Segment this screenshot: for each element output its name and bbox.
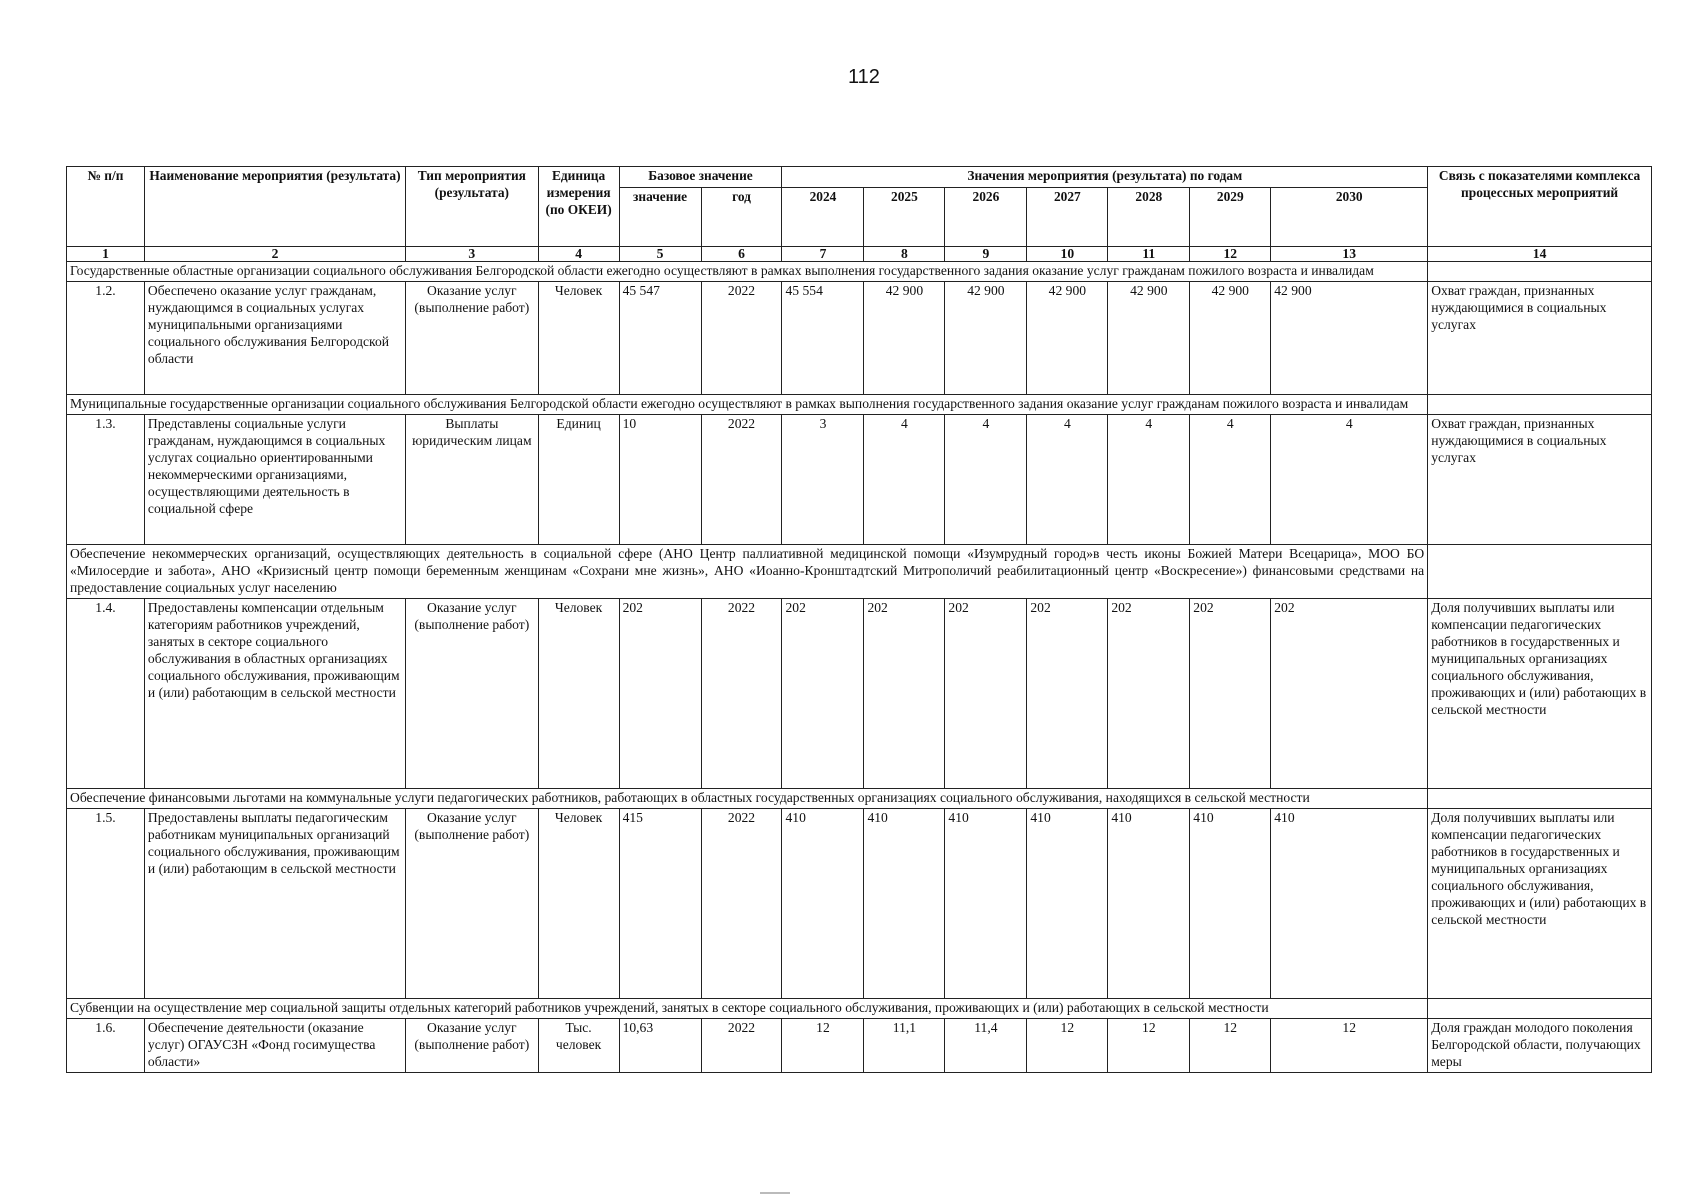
unit: Тыс. человек	[538, 1018, 619, 1072]
col-header-year: 2024	[782, 188, 864, 247]
page-continuation-mark	[760, 1192, 790, 1194]
year-value: 202	[1108, 598, 1190, 788]
col-header-unit: Единица измерения (по ОКЕИ)	[538, 167, 619, 247]
link-indicator: Охват граждан, признанных нуждающимися в социальных услугах	[1428, 414, 1652, 544]
section-empty-cell	[1428, 394, 1652, 414]
year-value: 42 900	[1271, 281, 1428, 394]
base-value: 415	[619, 808, 701, 998]
link-indicator: Доля получивших выплаты или компенсации педагогических работников в государственных и муниципальных организациях социального обслуживания, проживающих и (или) работающих в сельской местности	[1428, 598, 1652, 788]
col-header-year: 2026	[945, 188, 1027, 247]
activity-type: Оказание услуг (выполнение работ)	[406, 281, 539, 394]
year-value: 42 900	[1027, 281, 1108, 394]
base-value: 10,63	[619, 1018, 701, 1072]
unit: Человек	[538, 598, 619, 788]
section-empty-cell	[1428, 544, 1652, 598]
year-value: 3	[782, 414, 864, 544]
activity-type: Оказание услуг (выполнение работ)	[406, 808, 539, 998]
year-value: 42 900	[864, 281, 945, 394]
activity-type: Выплаты юридическим лицам	[406, 414, 539, 544]
column-number: 8	[864, 247, 945, 262]
column-number: 10	[1027, 247, 1108, 262]
year-value: 202	[864, 598, 945, 788]
table-row	[67, 598, 1652, 788]
unit: Единиц	[538, 414, 619, 544]
activity-name: Предоставлены компенсации отдельным категориям работников учреждений, занятых в секторе социального обслуживания в областных организациях социального обслуживания, проживающим и (или) работающим в сельской местности	[144, 598, 405, 788]
col-header-year: 2025	[864, 188, 945, 247]
section-empty-cell	[1428, 262, 1652, 282]
year-value: 202	[1027, 598, 1108, 788]
link-indicator: Охват граждан, признанных нуждающимися в социальных услугах	[1428, 281, 1652, 394]
year-value: 202	[1190, 598, 1271, 788]
col-header-year: 2027	[1027, 188, 1108, 247]
section-title: Обеспечение некоммерческих организаций, осуществляющих деятельность в социальной сфере (АНО Центр паллиативной медицинской помощи «Изумрудный город»в честь иконы Божией Матери Всецарица», МОО БО «Милосердие и забота», АНО «Кризисный центр помощи беременным женщинам «Сохрани мне жизнь», АНО «Иоанно-Кронштадтский Митрополичий реабилитационный центр «Воскресение») финансовыми средствами на предоставление социальных услуг населению	[67, 544, 1428, 598]
row-number: 1.2.	[67, 281, 145, 394]
activity-type: Оказание услуг (выполнение работ)	[406, 598, 539, 788]
column-number: 14	[1428, 247, 1652, 262]
row-number: 1.4.	[67, 598, 145, 788]
column-number: 12	[1190, 247, 1271, 262]
row-number: 1.5.	[67, 808, 145, 998]
year-value: 42 900	[945, 281, 1027, 394]
year-value: 202	[1271, 598, 1428, 788]
section-row	[67, 262, 1652, 282]
activity-name: Обеспечение деятельности (оказание услуг) ОГАУСЗН «Фонд госимущества области»	[144, 1018, 405, 1072]
activity-name: Представлены социальные услуги гражданам, нуждающимся в социальных услугах социально ориентированными некоммерческими организациями, осуществляющими деятельность в социальной сфере	[144, 414, 405, 544]
base-year: 2022	[701, 281, 782, 394]
year-value: 11,1	[864, 1018, 945, 1072]
year-value: 410	[945, 808, 1027, 998]
year-value: 202	[782, 598, 864, 788]
col-header-year: 2030	[1271, 188, 1428, 247]
column-numbers-row	[67, 247, 1652, 262]
year-value: 4	[1027, 414, 1108, 544]
col-header-year: 2029	[1190, 188, 1271, 247]
section-row	[67, 394, 1652, 414]
col-header-type: Тип мероприятия (результата)	[406, 167, 539, 247]
base-year: 2022	[701, 808, 782, 998]
unit: Человек	[538, 808, 619, 998]
activities-table	[66, 166, 1652, 1073]
column-number: 5	[619, 247, 701, 262]
year-value: 410	[1190, 808, 1271, 998]
year-value: 4	[1190, 414, 1271, 544]
year-value: 4	[1108, 414, 1190, 544]
col-header-base-value: значение	[619, 188, 701, 247]
section-title: Обеспечение финансовыми льготами на коммунальные услуги педагогических работников, работающих в областных государственных организациях социального обслуживания, находящихся в сельской местности	[67, 788, 1428, 808]
column-number: 7	[782, 247, 864, 262]
column-number: 13	[1271, 247, 1428, 262]
column-number: 11	[1108, 247, 1190, 262]
base-year: 2022	[701, 598, 782, 788]
year-value: 42 900	[1190, 281, 1271, 394]
year-value: 12	[1190, 1018, 1271, 1072]
year-value: 202	[945, 598, 1027, 788]
year-value: 410	[864, 808, 945, 998]
base-value: 10	[619, 414, 701, 544]
column-number: 9	[945, 247, 1027, 262]
base-year: 2022	[701, 414, 782, 544]
base-year: 2022	[701, 1018, 782, 1072]
link-indicator: Доля граждан молодого поколения Белгородской области, получающих меры	[1428, 1018, 1652, 1072]
column-number: 4	[538, 247, 619, 262]
section-title: Муниципальные государственные организации социального обслуживания Белгородской области ежегодно осуществляют в рамках выполнения государственного задания оказание услуг гражданам пожилого возраста и инвалидам	[67, 394, 1428, 414]
row-number: 1.6.	[67, 1018, 145, 1072]
col-header-base-year: год	[701, 188, 782, 247]
col-header-year: 2028	[1108, 188, 1190, 247]
table-row	[67, 414, 1652, 544]
section-empty-cell	[1428, 998, 1652, 1018]
section-row	[67, 788, 1652, 808]
col-header-number: № п/п	[67, 167, 145, 247]
year-value: 410	[1108, 808, 1190, 998]
activity-type: Оказание услуг (выполнение работ)	[406, 1018, 539, 1072]
column-number: 3	[406, 247, 539, 262]
activity-name: Предоставлены выплаты педагогическим работникам муниципальных организаций социального обслуживания, проживающим и (или) работающим в сельской местности	[144, 808, 405, 998]
table-row	[67, 808, 1652, 998]
page-number: 112	[848, 66, 880, 88]
year-value: 410	[1027, 808, 1108, 998]
section-title: Субвенции на осуществление мер социальной защиты отдельных категорий работников учреждений, занятых в секторе социального обслуживания, проживающих и (или) работающих в сельской местности	[67, 998, 1428, 1018]
year-value: 12	[782, 1018, 864, 1072]
col-header-base-group: Базовое значение	[619, 167, 782, 188]
section-empty-cell	[1428, 788, 1652, 808]
activity-name: Обеспечено оказание услуг гражданам, нуждающимся в социальных услугах муниципальными организациями социального обслуживания Белгородской области	[144, 281, 405, 394]
year-value: 4	[1271, 414, 1428, 544]
year-value: 12	[1271, 1018, 1428, 1072]
year-value: 410	[1271, 808, 1428, 998]
col-header-name: Наименование мероприятия (результата)	[144, 167, 405, 247]
column-number: 1	[67, 247, 145, 262]
col-header-years-group: Значения мероприятия (результата) по годам	[782, 167, 1428, 188]
link-indicator: Доля получивших выплаты или компенсации педагогических работников в государственных и муниципальных организациях социального обслуживания, проживающих и (или) работающих в сельской местности	[1428, 808, 1652, 998]
year-value: 4	[864, 414, 945, 544]
header-row-1	[67, 167, 1652, 188]
column-number: 2	[144, 247, 405, 262]
year-value: 12	[1108, 1018, 1190, 1072]
year-value: 410	[782, 808, 864, 998]
year-value: 45 554	[782, 281, 864, 394]
table-row	[67, 1018, 1652, 1072]
unit: Человек	[538, 281, 619, 394]
base-value: 202	[619, 598, 701, 788]
year-value: 42 900	[1108, 281, 1190, 394]
column-number: 6	[701, 247, 782, 262]
section-title: Государственные областные организации социального обслуживания Белгородской области ежегодно осуществляют в рамках выполнения государственного задания оказание услуг гражданам пожилого возраста и инвалидам	[67, 262, 1428, 282]
section-row	[67, 998, 1652, 1018]
col-header-link: Связь с показателями комплекса процессных мероприятий	[1428, 167, 1652, 247]
year-value: 11,4	[945, 1018, 1027, 1072]
year-value: 4	[945, 414, 1027, 544]
table-row	[67, 281, 1652, 394]
year-value: 12	[1027, 1018, 1108, 1072]
section-row	[67, 544, 1652, 598]
row-number: 1.3.	[67, 414, 145, 544]
base-value: 45 547	[619, 281, 701, 394]
